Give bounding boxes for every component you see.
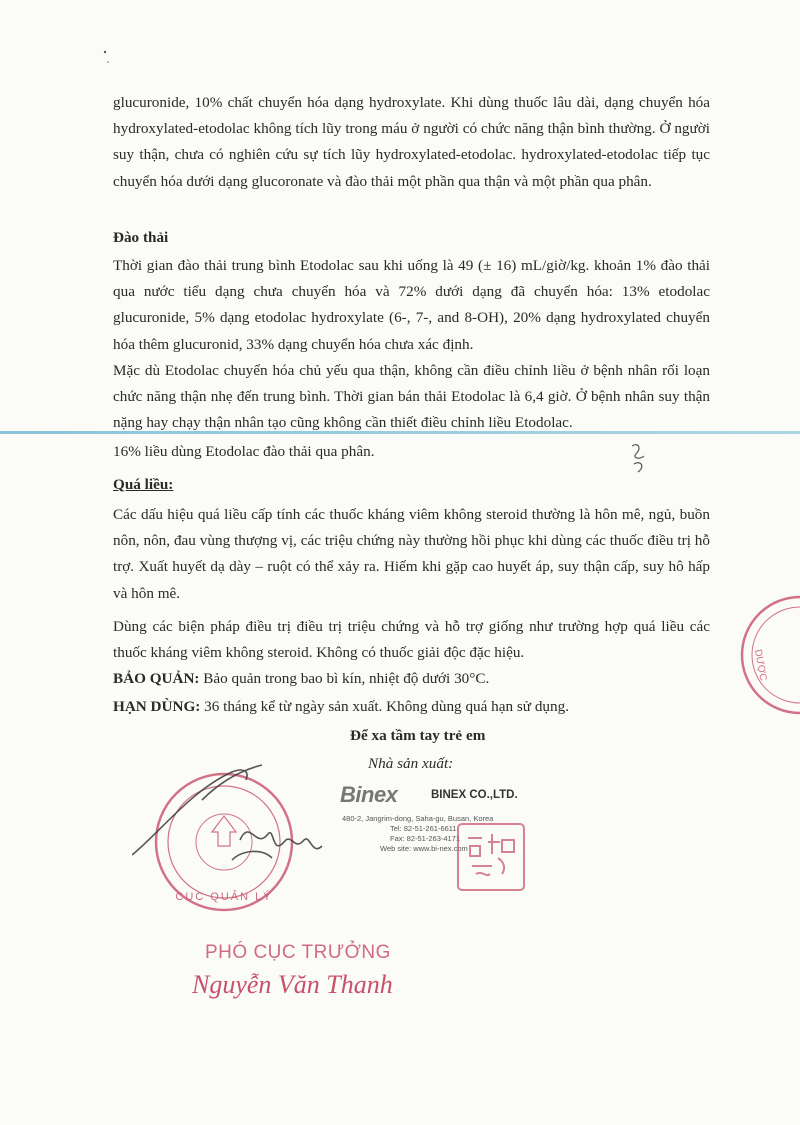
initials-mark (624, 438, 654, 478)
side-seal-text: DƯỢC (752, 648, 769, 682)
manufacturer-website: Web site: www.bi-nex.com (380, 844, 468, 853)
signer-name: Nguyễn Văn Thanh (192, 970, 393, 999)
expiry-label: HẠN DÙNG: (113, 698, 201, 715)
storage-label: BẢO QUẢN: (113, 670, 200, 687)
manufacturer-label: Nhà sản xuất: (368, 755, 454, 772)
expiry-line (113, 698, 569, 716)
paragraph-renal: Mặc dù Etodolac chuyển hóa chủ yếu qua thận, không cần điều chỉnh liều ở bệnh nhân rối loạn chức năng thận nhẹ đến trung bình. Thời gian bán thải Etodolac là 6,4 giờ. Ở bệnh nhân suy thận nặng hay chạy thận nhân tạo cũng không cần thiết điều chỉnh liều Etodolac. (113, 362, 710, 432)
seal-text: CỤC QUẢN LÝ (175, 891, 273, 903)
paragraph-overdose-treatment: Dùng các biện pháp điều trị điều trị triệu chứng và hỗ trợ giống như trường hợp quá liều các thuốc kháng viêm không steroid. Không có thuốc giải độc đặc hiệu. (113, 618, 710, 662)
paragraph-elimination: Thời gian đào thải trung bình Etodolac sau khi uống là 49 (± 16) mL/giờ/kg. khoản 1% đào thải qua nước tiểu dạng chưa chuyển hóa và 72% dưới dạng đã chuyển hóa: 13% etodolac glucuronide, 5% dạng etodolac hydroxylate (6-, 7-, and 8-OH), 20% dạng hydroxylated chuyển hóa thêm glucuronid, 33% dạng chuyển hóa chưa xác định. (113, 257, 710, 353)
scan-line (0, 431, 800, 434)
signer-title: PHÓ CỤC TRƯỞNG (205, 942, 391, 963)
manufacturer-fax: Fax: 82-51-263-4171 (390, 834, 461, 843)
storage-text: Bảo quản trong bao bì kín, nhiệt độ dưới 30°C. (199, 670, 490, 687)
official-seal (132, 760, 332, 920)
heading-dao-thai: Đào thải (113, 229, 169, 246)
side-seal (725, 590, 800, 720)
storage-line (113, 670, 489, 688)
speck-mark (100, 40, 112, 70)
manufacturer-tel: Tel: 82-51-261-6611 (390, 824, 457, 833)
keep-away-children: Để xa tầm tay trẻ em (350, 727, 486, 744)
heading-qua-lieu: Quá liều: (113, 476, 174, 493)
manufacturer-name: BINEX CO.,LTD. (431, 789, 518, 801)
paragraph-overdose-signs: Các dấu hiệu quá liều cấp tính các thuốc kháng viêm không steroid thường là hôn mê, ngủ, buồn nôn, nôn, đau vùng thượng vị, các triệu chứng này thường hồi phục khi dùng các thuốc điều trị hỗ trợ. Xuất huyết dạ dày – ruột có thể xảy ra. Hiếm khi gặp cao huyết áp, suy thận cấp, suy hô hấp và hôn mê. (113, 506, 710, 602)
manufacturer-address: 480-2, Jangrim-dong, Saha-gu, Busan, Korea (342, 814, 494, 823)
paragraph-feces: 16% liều dùng Etodolac đào thải qua phân. (113, 443, 375, 460)
paragraph-metabolism: glucuronide, 10% chất chuyển hóa dạng hydroxylate. Khi dùng thuốc lâu dài, dạng chuyển hóa hydroxylated-etodolac không tích lũy trong máu ở người có chức năng thận bình thường. Ở người suy thận, chưa có nghiên cứu sự tích lũy hydroxylated-etodolac. hydroxylated-etodolac tiếp tục chuyển hóa dưới dạng glucoronate và đào thải một phần qua thận và một phần qua phân. (113, 94, 710, 190)
expiry-text: 36 tháng kể từ ngày sản xuất. Không dùng quá hạn sử dụng. (200, 698, 570, 715)
binex-logo: Binex (340, 782, 398, 807)
company-seal (452, 818, 532, 898)
